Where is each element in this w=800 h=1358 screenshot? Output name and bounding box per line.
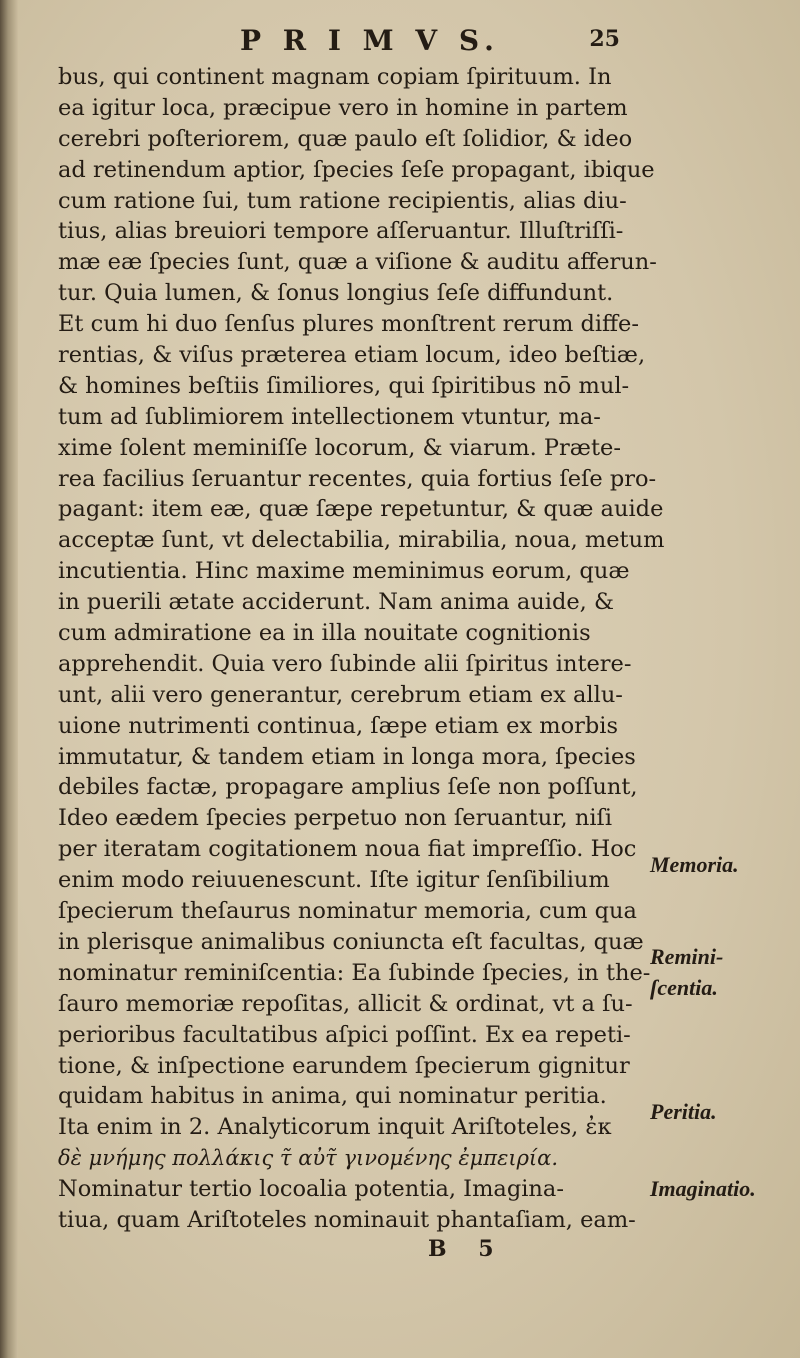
text-line: tur. Quia lumen, & ſonus longius ſeſe diffundunt. [58,280,614,307]
text-line: Ideo eædem ſpecies perpetuo non ſeruantur, niſi [58,805,613,832]
margin-note-memoria: Memoria. [650,852,739,877]
text-line: acceptæ ſunt, vt delectabilia, mirabilia, noua, metum [58,527,665,554]
page-binding-edge [0,0,18,1358]
text-line: unt, alii vero generantur, cerebrum etiam ex allu- [58,681,623,708]
text-line: apprehendit. Quia vero ſubinde alii ſpiritus intere- [58,650,632,677]
signature-number: 5 [478,1236,502,1262]
text-line: ſauro memoriæ repoſitas, allicit & ordinat, vt a ſu- [58,990,633,1017]
body-text [58,62,665,1236]
text-line: rea facilius ſeruantur recentes, quia fortius ſeſe pro- [58,465,657,492]
text-line: rentias, & viſus præterea etiam locum, ideo beſtiæ, [58,342,646,369]
margin-note-reminiscentia-1: Remini- [650,944,724,969]
text-line: ea igitur loca, præcipue vero in homine in partem [58,94,628,121]
text-line: xime ſolent meminiſſe locorum, & viarum. Præte- [58,434,621,461]
margin-note-peritia: Peritia. [650,1099,717,1124]
text-line: ſpecierum theſaurus nominatur memoria, cum qua [58,898,637,925]
text-line: Et cum hi duo ſenſus plures monſtrent rerum diffe- [58,311,639,338]
text-line: tione, & inſpectione earundem ſpecierum gignitur [58,1052,630,1079]
text-line: tum ad ſublimiorem intellectionem vtuntur, ma- [58,403,601,430]
text-line: enim modo reiuuenescunt. Iſte igitur ſenſibilium [58,867,610,894]
text-line: debiles factæ, propagare amplius ſeſe non poſſunt, [58,774,638,801]
text-line: per iteratam cogitationem noua fiat impreſſio. Hoc [58,836,637,863]
page-header [50,20,620,60]
text-line: perioribus facultatibus aſpici poſſint. Ex ea repeti- [58,1021,631,1048]
text-line: pagant: item eæ, quæ ſæpe repetuntur, & quæ auide [58,496,664,523]
text-line: Ita enim in 2. Analyticorum inquit Ariſtoteles, ἐκ [58,1114,612,1141]
margin-note-reminiscentia-2: ſcentia. [650,975,718,1000]
page-number: 25 [589,26,620,52]
signature-mark [428,1236,510,1262]
text-line: in puerili ætate acciderunt. Nam anima auide, & [58,589,615,616]
text-line: tius, alias breuiori tempore aſſeruantur. Illuſtriſſi- [58,218,624,245]
text-line: mæ eæ ſpecies ſunt, quæ a viſione & auditu afferun- [58,249,657,276]
text-line: cerebri poſteriorem, quæ paulo eſt ſolidior, & ideo [58,125,633,152]
greek-quotation-line: δὲ μνήμης πολλάκις τ̃ αὐτ̃ γινομένης ἐμπειρία. [58,1146,559,1171]
text-line: uione nutrimenti continua, ſæpe etiam ex morbis [58,712,619,739]
text-line: ad retinendum aptior, ſpecies ſeſe propagant, ibique [58,156,655,183]
margin-note-imaginatio: Imaginatio. [650,1176,756,1201]
text-line: & homines beſtiis ſimiliores, qui ſpiritibus nō mul- [58,372,630,399]
text-line: tiua, quam Ariſtoteles nominauit phantaſiam, eam- [58,1206,636,1233]
text-line: incutientia. Hinc maxime meminimus eorum, quæ [58,558,630,585]
text-line: immutatur, & tandem etiam in longa mora, ſpecies [58,743,636,770]
text-line: cum ratione ſui, tum ratione recipientis, alias diu- [58,187,627,214]
text-line: Nominatur tertio locoalia potentia, Imagina- [58,1176,564,1203]
text-line: cum admiratione ea in illa nouitate cognitionis [58,620,591,647]
text-line: nominatur reminiſcentia: Ea ſubinde ſpecies, in the- [58,959,651,986]
running-head: P R I M V S. [240,24,500,57]
text-line: bus, qui continent magnam copiam ſpirituum. In [58,64,612,90]
text-line: quidam habitus in anima, qui nominatur peritia. [58,1083,607,1110]
text-line: in plerisque animalibus coniuncta eſt facultas, quæ [58,928,644,955]
signature-letter: B [428,1236,455,1262]
